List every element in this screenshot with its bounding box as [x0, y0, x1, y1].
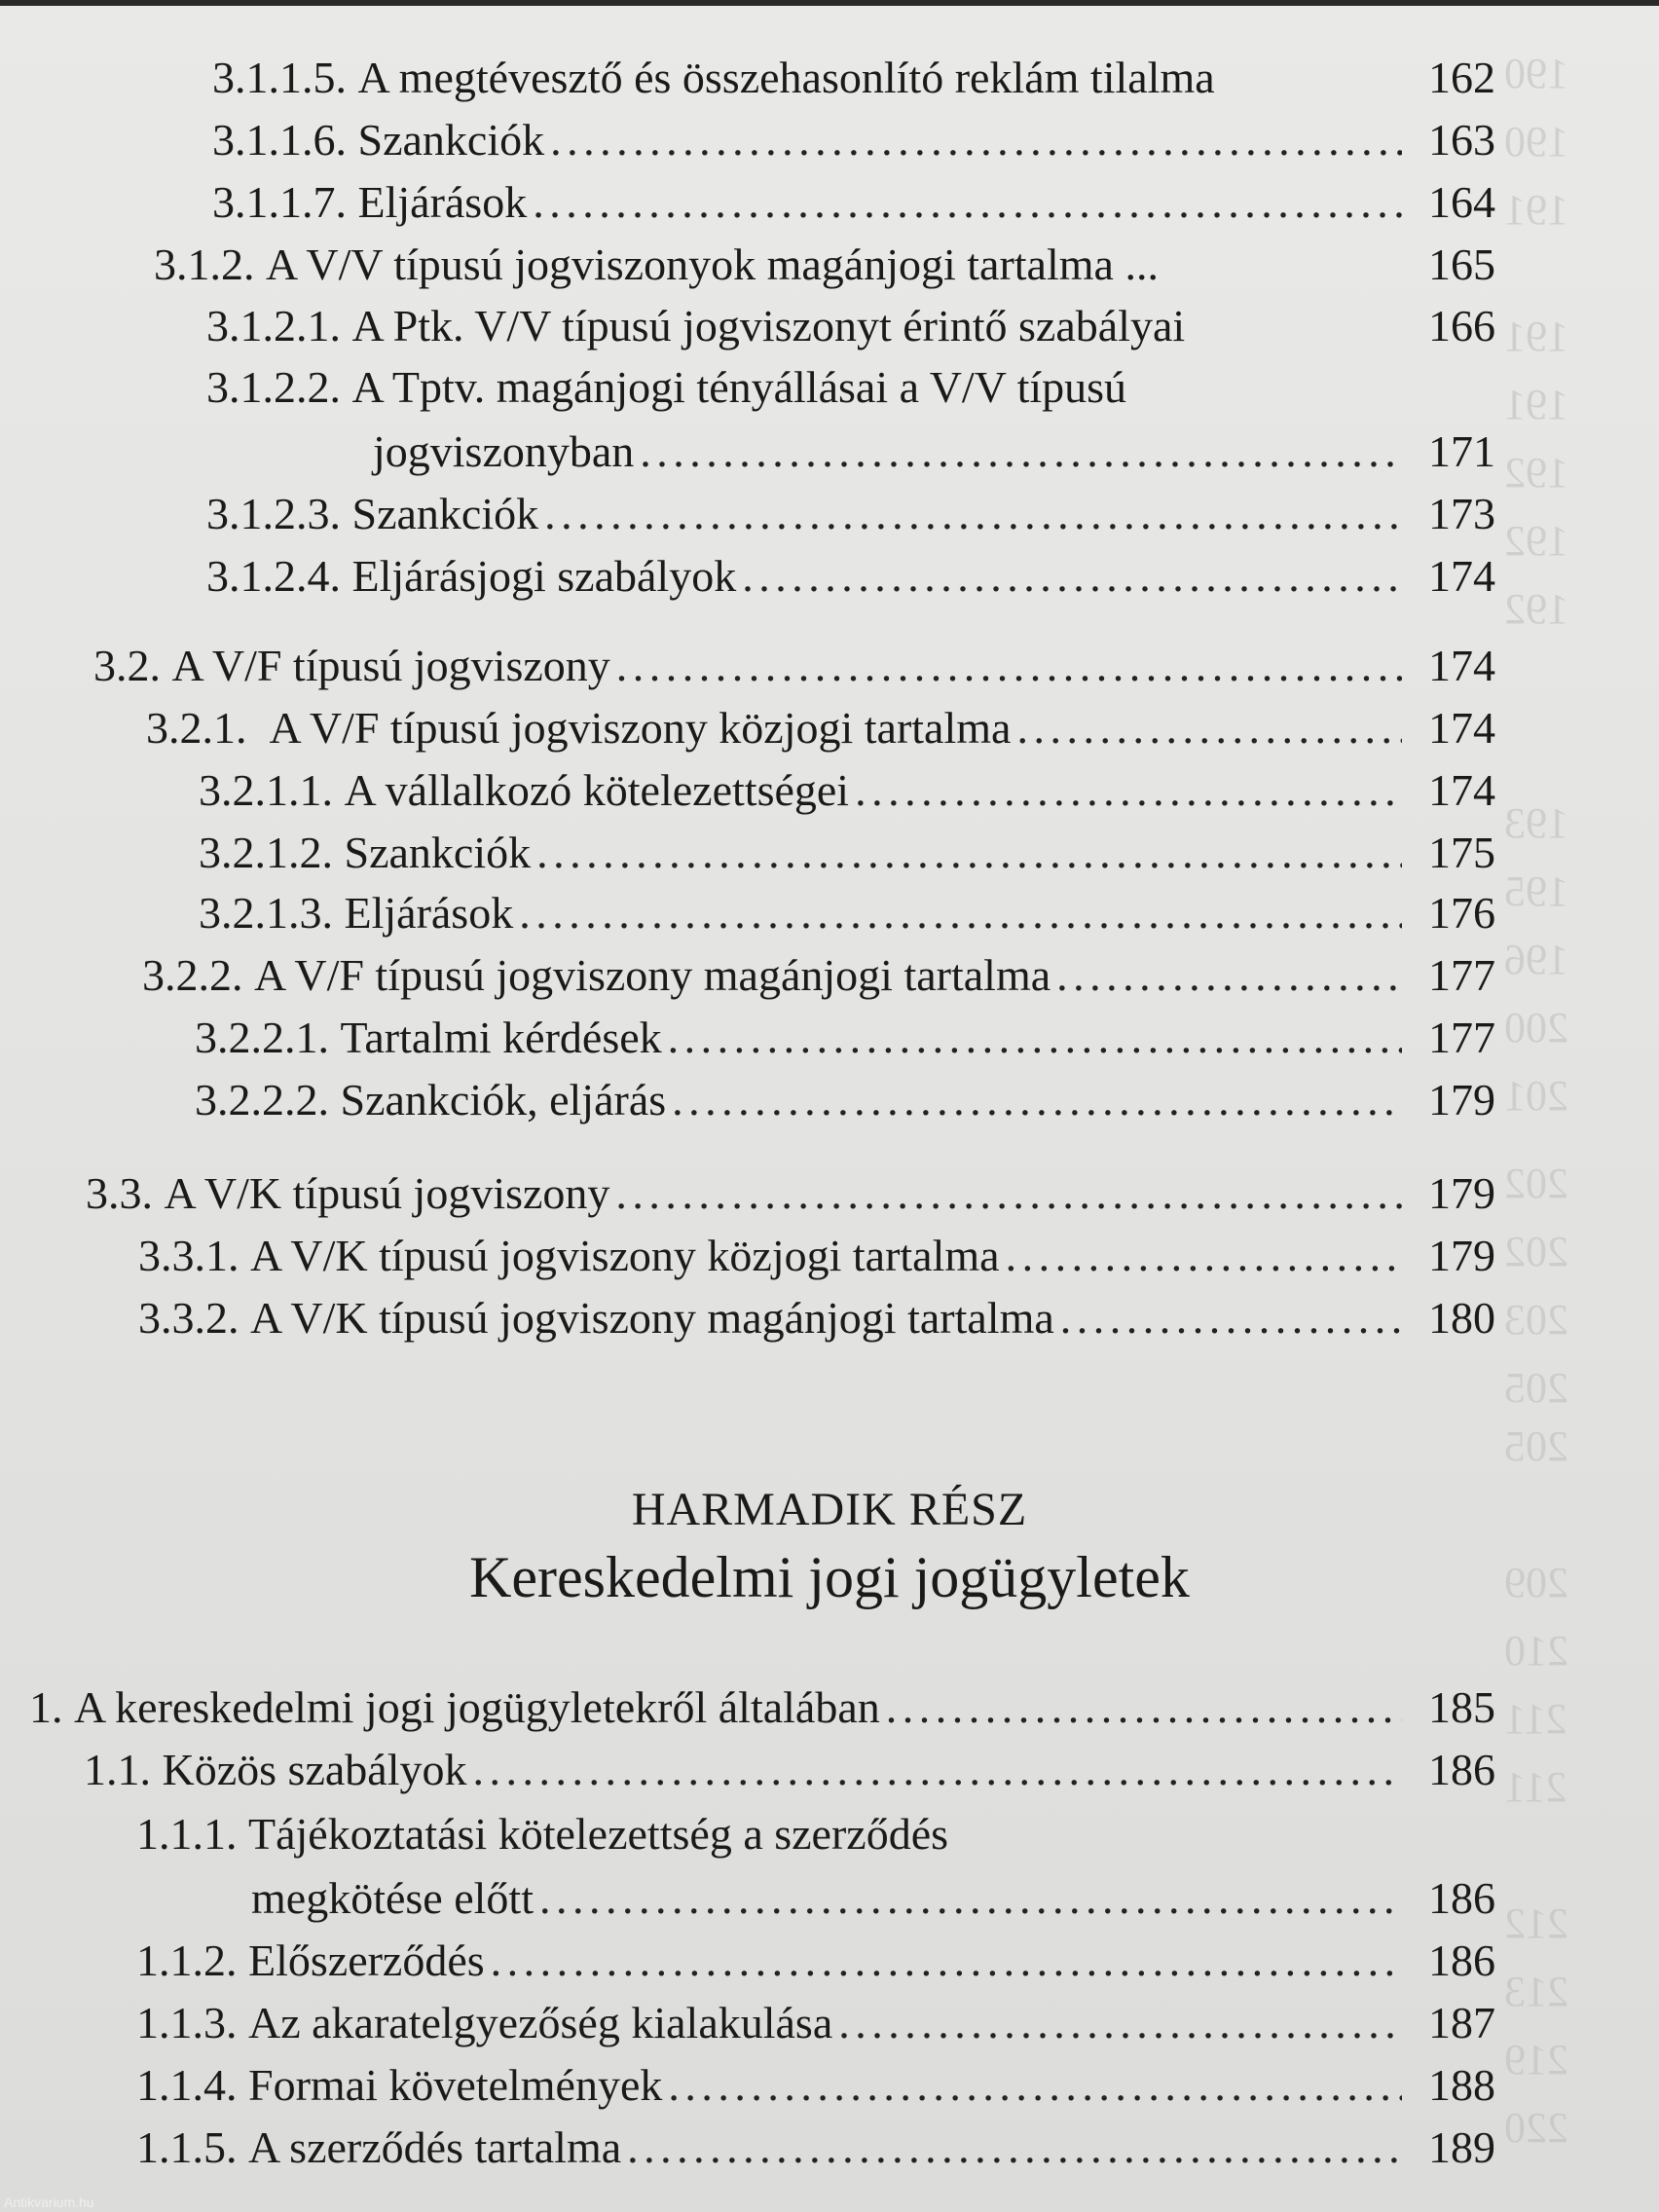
toc-entry-line1: [206, 356, 1126, 419]
entry-title: Az akaratelgyezőség kialakulása: [248, 1998, 833, 2047]
toc-entry: [199, 882, 1495, 944]
toc-entry: [212, 109, 1495, 171]
toc-entry: [29, 1677, 1495, 1739]
part-label: HARMADIK RÉSZ: [631, 1484, 1028, 1535]
toc-entry: [199, 759, 1495, 822]
entry-title: A V/K típusú jogviszony: [164, 1168, 610, 1218]
entry-number: 3.3.1.: [138, 1231, 240, 1280]
toc-entry: [195, 1069, 1495, 1131]
toc-entry: [93, 635, 1495, 697]
entry-title: Eljárások: [344, 888, 514, 938]
watermark: Antikvarium.hu: [4, 2194, 94, 2210]
entry-page: 174: [1428, 765, 1495, 815]
dot-leader: [1016, 697, 1402, 759]
entry-number: 3.1.2.4.: [206, 551, 341, 601]
entry-title: A V/F típusú jogviszony közjogi tartalma: [269, 703, 1012, 753]
dot-leader: [640, 421, 1402, 483]
entry-title: A V/V típusú jogviszonyok magánjogi tartalma ...: [266, 240, 1159, 289]
entry-number: 3.2.1.3.: [199, 888, 333, 938]
entry-page: 162: [1428, 53, 1495, 102]
entry-page: 186: [1428, 1936, 1495, 1985]
entry-title: Formai követelmények: [248, 2060, 663, 2110]
toc-entry: [142, 944, 1495, 1007]
entry-title: Szankciók: [344, 828, 532, 877]
dot-leader: [1056, 944, 1402, 1007]
toc-entry: [373, 421, 1495, 483]
entry-number: 1.1.2.: [136, 1936, 238, 1985]
entry-title: A V/F típusú jogviszony magánjogi tartalma: [254, 950, 1051, 1000]
toc-entry: [212, 171, 1495, 234]
entry-page: 163: [1428, 115, 1495, 165]
entry-title: A V/K típusú jogviszony közjogi tartalma: [250, 1231, 1000, 1280]
entry-page: 177: [1428, 950, 1495, 1000]
entry-page: 174: [1428, 641, 1495, 690]
toc-entry: [206, 295, 1495, 357]
entry-page: 179: [1428, 1075, 1495, 1124]
entry-number: 1.1.3.: [136, 1998, 238, 2047]
entry-page: 179: [1428, 1168, 1495, 1218]
dot-leader: [1060, 1287, 1402, 1349]
entry-title: A megtévesztő és összehasonlító reklám tilalma: [357, 53, 1215, 102]
entry-page: 187: [1428, 1998, 1495, 2047]
entry-number: 1.1.4.: [136, 2060, 238, 2110]
entry-title: A Tptv. magánjogi tényállásai a V/V típusú: [351, 362, 1127, 412]
entry-number: 3.1.2.1.: [206, 301, 341, 350]
entry-number: 3.1.1.6.: [212, 115, 347, 165]
dot-leader: [472, 1739, 1402, 1801]
entry-page: 177: [1428, 1013, 1495, 1062]
entry-number: 3.1.2.: [154, 240, 255, 289]
entry-title: A V/K típusú jogviszony magánjogi tartalma: [250, 1293, 1054, 1343]
entry-page: 171: [1428, 426, 1495, 476]
dot-leader: [627, 2117, 1402, 2179]
dot-leader: [615, 1162, 1402, 1225]
toc-entry: [199, 822, 1495, 884]
entry-number: 3.3.2.: [138, 1293, 240, 1343]
toc-entry: [86, 1162, 1495, 1225]
entry-title: Tájékoztatási kötelezettség a szerződés: [248, 1809, 949, 1859]
dot-leader: [855, 759, 1402, 822]
entry-page: 186: [1428, 1745, 1495, 1794]
dot-leader: [838, 1992, 1402, 2054]
toc-entry: [251, 1867, 1495, 1930]
entry-title: Eljárásjogi szabályok: [351, 551, 737, 601]
entry-page: 188: [1428, 2060, 1495, 2110]
entry-page: 164: [1428, 177, 1495, 227]
entry-title: A V/F típusú jogviszony: [171, 641, 610, 690]
dot-leader: [544, 483, 1402, 545]
dot-leader: [491, 1930, 1402, 1992]
entry-page: 174: [1428, 551, 1495, 601]
toc-entry: [138, 1287, 1495, 1349]
dot-leader: [533, 171, 1402, 234]
toc-entry: [136, 2054, 1495, 2117]
entry-page: 180: [1428, 1293, 1495, 1343]
entry-number: 3.1.1.7.: [212, 177, 347, 227]
toc-entry: [136, 1930, 1495, 1992]
entry-number: 3.2.2.: [142, 950, 243, 1000]
entry-number: 3.2.: [93, 641, 161, 690]
entry-page: 174: [1428, 703, 1495, 753]
entry-number: 3.2.1.: [146, 703, 247, 753]
entry-page: 176: [1428, 888, 1495, 938]
entry-title: A vállalkozó kötelezettségei: [344, 765, 850, 815]
show-through-page-numbers: 190 190 191 191 191 192 192 192 193 195 196 200 201 202 202 203 205 205 209 210 211 211 212 213 219 220: [1504, 50, 1568, 2152]
dot-leader: [742, 545, 1402, 608]
entry-title-continued: megkötése előtt: [251, 1873, 534, 1923]
entry-title: Szankciók: [357, 115, 545, 165]
dot-leader: [616, 635, 1402, 697]
entry-title: Tartalmi kérdések: [340, 1013, 662, 1062]
entry-number: 3.2.1.2.: [199, 828, 333, 877]
entry-number: 3.2.1.1.: [199, 765, 333, 815]
toc-entry: [138, 1225, 1495, 1287]
dot-leader: [539, 1867, 1402, 1930]
entry-title-continued: jogviszonyban: [373, 426, 635, 476]
entry-title: Szankciók, eljárás: [340, 1075, 667, 1124]
toc-entry-line1: [136, 1803, 948, 1865]
dot-leader: [668, 1007, 1402, 1069]
toc-entry: [136, 2117, 1495, 2179]
dot-leader: [1006, 1225, 1402, 1287]
entry-title: A Ptk. V/V típusú jogviszonyt érintő szabályai: [351, 301, 1186, 350]
entry-title: A kereskedelmi jogi jogügyletekről általában: [74, 1682, 880, 1732]
entry-number: 3.1.1.5.: [212, 53, 347, 102]
toc-entry: [146, 697, 1495, 759]
entry-page: 175: [1428, 828, 1495, 877]
toc-entry: [84, 1739, 1495, 1801]
toc-entry: [154, 234, 1495, 296]
toc-entry: [206, 483, 1495, 545]
entry-number: 1.1.: [84, 1745, 151, 1794]
entry-page: 179: [1428, 1231, 1495, 1280]
entry-page: 165: [1428, 240, 1495, 289]
entry-number: 3.1.2.2.: [206, 362, 341, 412]
entry-title: Közös szabályok: [162, 1745, 467, 1794]
entry-number: 1.: [29, 1682, 63, 1732]
entry-page: 185: [1428, 1682, 1495, 1732]
dot-leader: [536, 822, 1402, 884]
toc-entry: [136, 1992, 1495, 2054]
entry-title: A szerződés tartalma: [248, 2122, 622, 2172]
entry-title: Szankciók: [351, 489, 539, 538]
dot-leader: [668, 2054, 1402, 2117]
toc-entry: [195, 1007, 1495, 1069]
dot-leader: [519, 882, 1402, 944]
toc-entry: [206, 545, 1495, 608]
entry-page: 173: [1428, 489, 1495, 538]
part-title: Kereskedelmi jogi jogügyletek: [469, 1545, 1190, 1609]
entry-number: 1.1.1.: [136, 1809, 238, 1859]
dot-leader: [550, 109, 1402, 171]
dot-leader: [672, 1069, 1402, 1131]
entry-page: 186: [1428, 1873, 1495, 1923]
entry-number: 3.2.2.2.: [195, 1075, 329, 1124]
entry-number: 3.1.2.3.: [206, 489, 341, 538]
entry-number: 1.1.5.: [136, 2122, 238, 2172]
toc-entry: [212, 47, 1495, 109]
entry-number: 3.3.: [86, 1168, 153, 1218]
entry-page: 166: [1428, 301, 1495, 350]
entry-page: 189: [1428, 2122, 1495, 2172]
entry-title: Eljárások: [357, 177, 528, 227]
entry-number: 3.2.2.1.: [195, 1013, 329, 1062]
entry-title: Előszerződés: [248, 1936, 485, 1985]
dot-leader: [886, 1677, 1402, 1739]
